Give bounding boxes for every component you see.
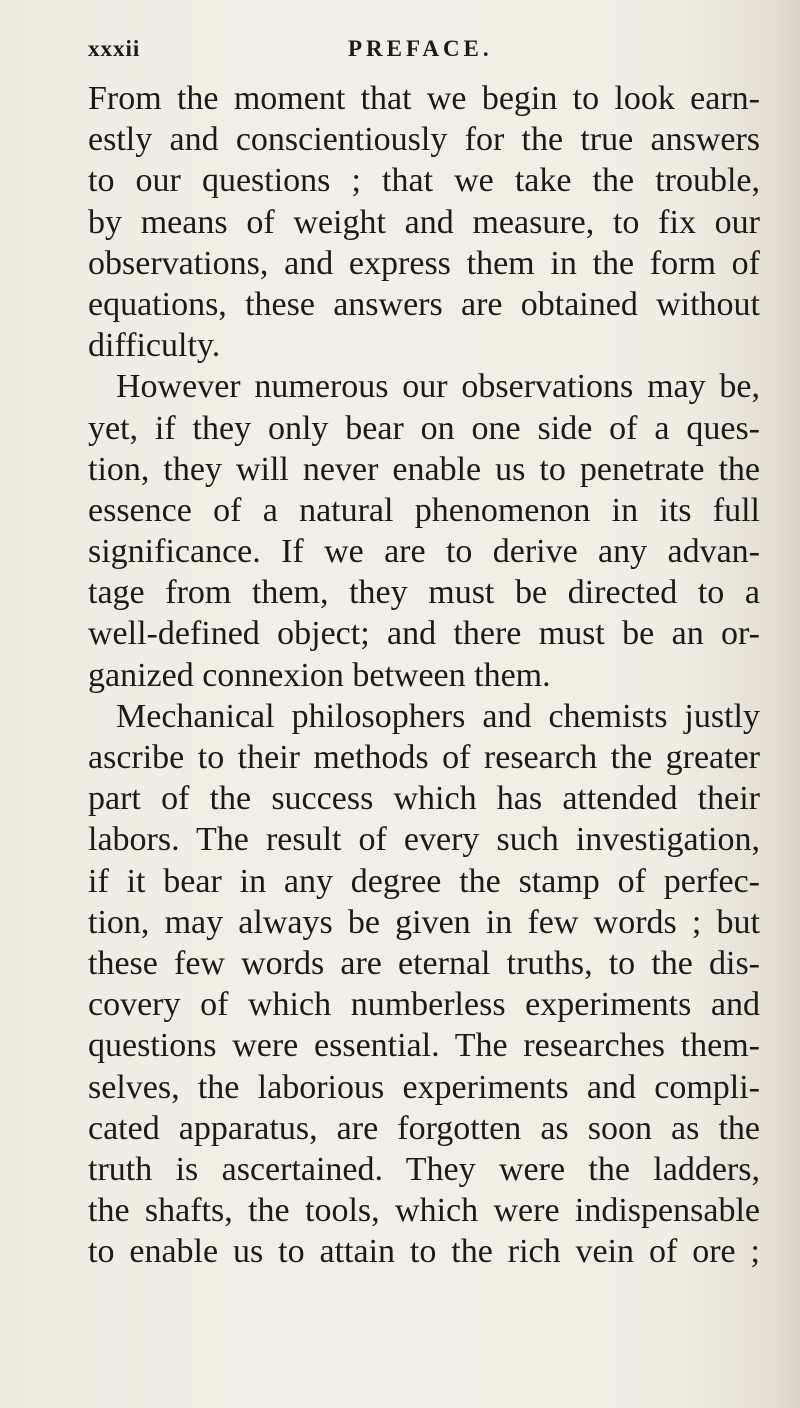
text-line: estly and conscientiously for the true answers — [88, 121, 760, 159]
text-line: tion, may always be given in few words ; but — [88, 903, 760, 941]
text-line: if it bear in any degree the stamp of perfec- — [88, 862, 760, 900]
text-line: to our questions ; that we take the trouble, — [88, 162, 760, 200]
text-line: the shafts, the tools, which were indispensable — [88, 1192, 760, 1230]
text-line: tage from them, they must be directed to a — [88, 574, 760, 612]
text-line: difficulty. — [88, 327, 221, 365]
text-line: cated apparatus, are forgotten as soon as the — [88, 1109, 760, 1147]
text-line: selves, the laborious experiments and compli- — [88, 1068, 760, 1106]
page-number: xxxii — [88, 36, 141, 61]
text-line: observations, and express them in the form of — [88, 244, 760, 282]
text-line: From the moment that we begin to look earn- — [88, 80, 760, 117]
text-line: part of the success which has attended their — [88, 780, 760, 818]
text-line: to enable us to attain to the rich vein of ore ; — [88, 1233, 760, 1271]
text-line: ganized connexion between them. — [88, 656, 551, 694]
text-line: ascribe to their methods of research the greater — [88, 739, 760, 776]
text-line: yet, if they only bear on one side of a ques- — [88, 409, 760, 447]
text-line: by means of weight and measure, to fix our — [88, 203, 760, 241]
running-head — [88, 36, 748, 66]
text-line: essence of a natural phenomenon in its full — [88, 491, 760, 529]
text-line: well-defined object; and there must be an or- — [88, 615, 760, 653]
text-line: equations, these answers are obtained without — [88, 285, 760, 323]
text-line: these few words are eternal truths, to the dis- — [88, 944, 760, 982]
text-line: labors. The result of every such investigation, — [88, 821, 760, 859]
body-text — [88, 78, 760, 1272]
paragraph-start-line: Mechanical philosophers and chemists justly — [116, 697, 760, 735]
text-line: tion, they will never enable us to penetrate the — [88, 450, 760, 488]
paragraph-start-line: However numerous our observations may be, — [116, 368, 760, 406]
text-line: questions were essential. The researches them- — [88, 1027, 760, 1065]
section-title: PREFACE. — [348, 36, 493, 61]
text-line: covery of which numberless experiments and — [88, 986, 760, 1024]
text-line: significance. If we are to derive any advan- — [88, 533, 760, 571]
text-line: truth is ascertained. They were the ladders, — [88, 1150, 760, 1188]
